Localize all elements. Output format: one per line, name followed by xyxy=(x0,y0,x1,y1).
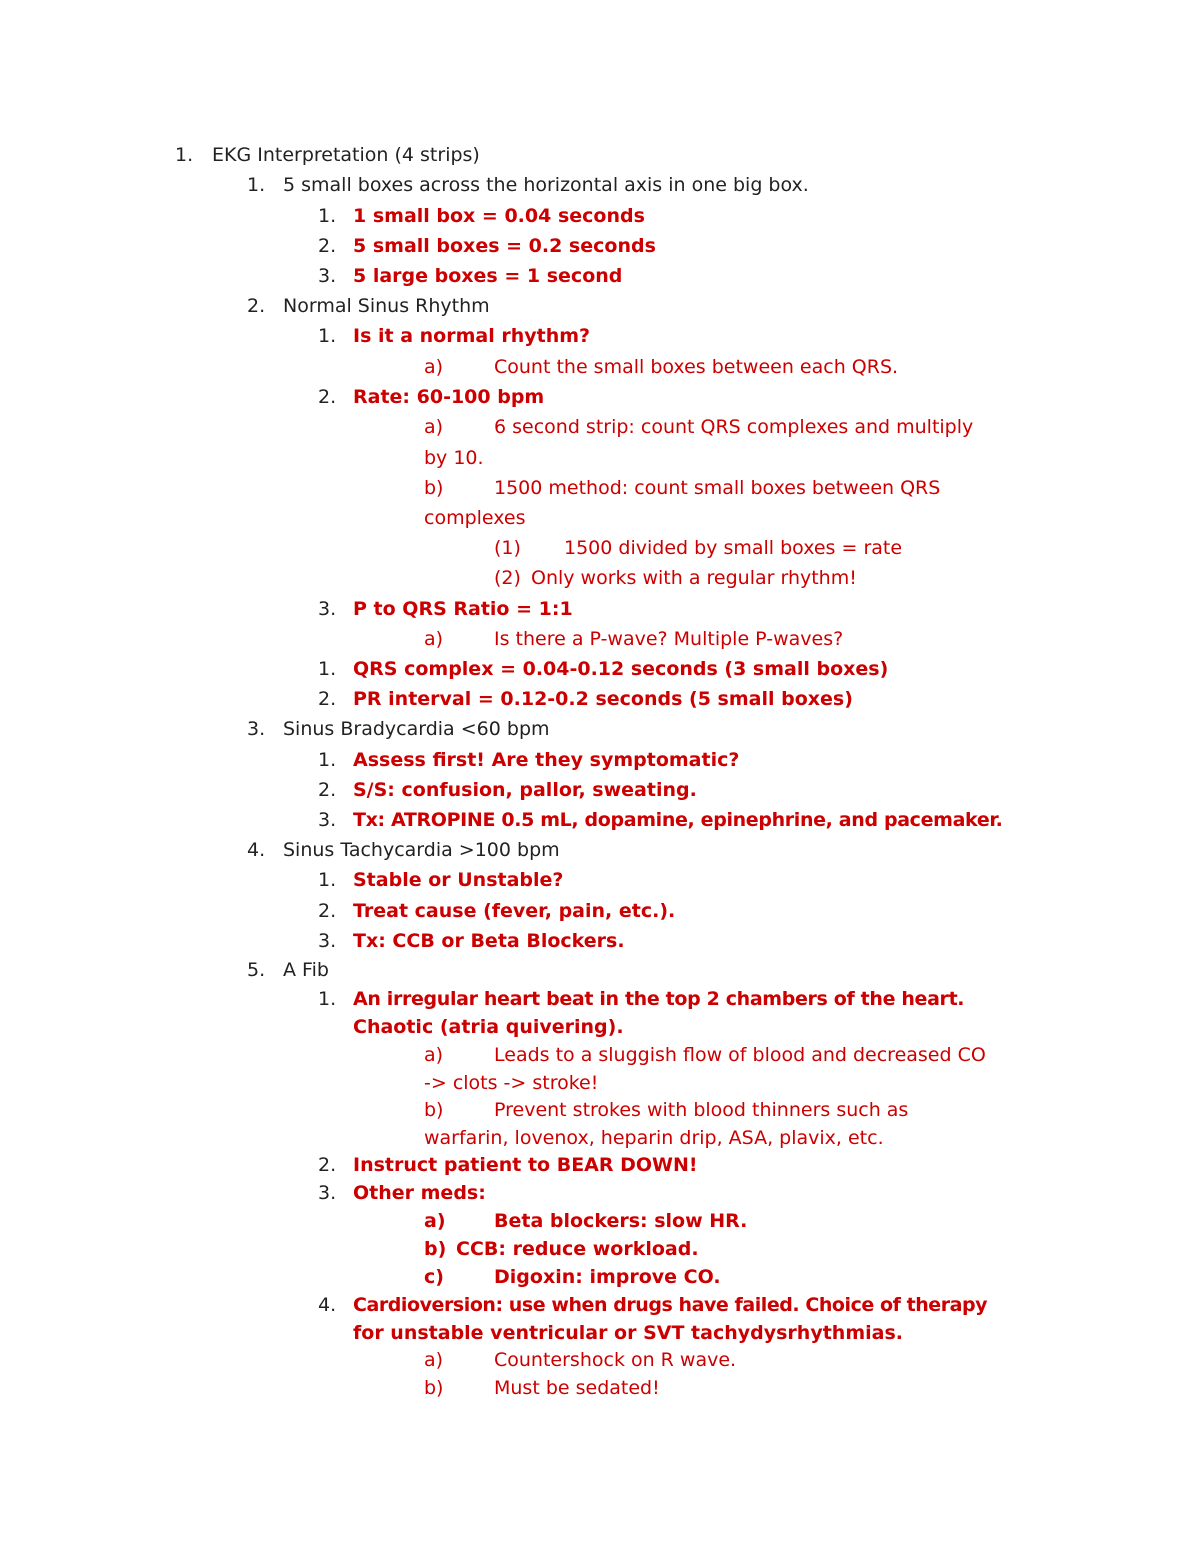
list-marker: a) xyxy=(424,1044,444,1066)
list-item-text: A Fib xyxy=(283,959,329,981)
list-item-text: Normal Sinus Rhythm xyxy=(283,295,490,317)
list-item-text: Other meds: xyxy=(353,1182,486,1204)
list-item-text: Cardioversion: use when drugs have failed. Choice of therapy xyxy=(353,1294,988,1316)
list-item-text: warfarin, lovenox, heparin drip, ASA, plavix, etc. xyxy=(424,1127,884,1149)
list-marker: b) xyxy=(424,1377,444,1399)
list-item-text: 6 second strip: count QRS complexes and multiply xyxy=(494,416,974,438)
list-item-text: CCB: reduce workload. xyxy=(456,1238,699,1260)
list-marker: a) xyxy=(424,356,444,378)
list-item-text: P to QRS Ratio = 1:1 xyxy=(353,598,573,620)
list-item-text: S/S: confusion, pallor, sweating. xyxy=(353,779,697,801)
list-item-text: by 10. xyxy=(424,447,484,469)
list-marker: a) xyxy=(424,416,444,438)
list-item-text: Chaotic (atria quivering). xyxy=(353,1016,624,1038)
list-marker: 2. xyxy=(318,900,337,922)
list-marker: 2. xyxy=(318,386,337,408)
list-marker: b) xyxy=(424,1099,444,1121)
list-item-text: Stable or Unstable? xyxy=(353,869,564,891)
list-item-text: 5 large boxes = 1 second xyxy=(353,265,623,287)
list-item-text: EKG Interpretation (4 strips) xyxy=(212,144,480,166)
list-item-text: Sinus Bradycardia <60 bpm xyxy=(283,718,550,740)
list-item-text: Tx: CCB or Beta Blockers. xyxy=(353,930,625,952)
list-item-text: Rate: 60-100 bpm xyxy=(353,386,545,408)
list-item-text: Must be sedated! xyxy=(494,1377,660,1399)
list-marker: 1. xyxy=(318,205,337,227)
list-item-text: 1500 method: count small boxes between QRS xyxy=(494,477,941,499)
list-marker: 2. xyxy=(318,1154,337,1176)
list-marker: c) xyxy=(424,1266,444,1288)
list-marker: 1. xyxy=(318,988,337,1010)
list-item-text: 1 small box = 0.04 seconds xyxy=(353,205,645,227)
list-marker: 3. xyxy=(318,809,337,831)
list-item-text: 5 small boxes across the horizontal axis in one big box. xyxy=(283,174,809,196)
list-marker: 3. xyxy=(318,265,337,287)
list-item-text: Is it a normal rhythm? xyxy=(353,325,591,347)
list-marker: 1. xyxy=(247,174,266,196)
list-marker: b) xyxy=(424,477,444,499)
list-item-text: Tx: ATROPINE 0.5 mL, dopamine, epinephrine, and pacemaker. xyxy=(353,809,1003,831)
list-item-text: An irregular heart beat in the top 2 chambers of the heart. xyxy=(353,988,965,1010)
list-item-text: QRS complex = 0.04-0.12 seconds (3 small boxes) xyxy=(353,658,889,680)
list-marker: (2) xyxy=(494,567,521,589)
list-item-text: Sinus Tachycardia >100 bpm xyxy=(283,839,560,861)
list-item-text: Instruct patient to BEAR DOWN! xyxy=(353,1154,698,1176)
list-item-text: Treat cause (fever, pain, etc.). xyxy=(353,900,676,922)
list-item-text: 5 small boxes = 0.2 seconds xyxy=(353,235,656,257)
list-item-text: Countershock on R wave. xyxy=(494,1349,737,1371)
list-marker: a) xyxy=(424,1210,446,1232)
list-item-text: Assess first! Are they symptomatic? xyxy=(353,749,740,771)
list-marker: 2. xyxy=(247,295,266,317)
list-item-text: for unstable ventricular or SVT tachydysrhythmias. xyxy=(353,1322,903,1344)
list-marker: b) xyxy=(424,1238,447,1260)
list-marker: a) xyxy=(424,628,444,650)
list-item-text: Count the small boxes between each QRS. xyxy=(494,356,899,378)
list-marker: 4. xyxy=(318,1294,337,1316)
list-item-text: -> clots -> stroke! xyxy=(424,1072,599,1094)
list-marker: 3. xyxy=(318,1182,337,1204)
list-item-text: Beta blockers: slow HR. xyxy=(494,1210,748,1232)
list-item-text: complexes xyxy=(424,507,526,529)
list-marker: 3. xyxy=(247,718,266,740)
list-item-text: PR interval = 0.12-0.2 seconds (5 small boxes) xyxy=(353,688,853,710)
list-item-text: 1500 divided by small boxes = rate xyxy=(564,537,903,559)
list-marker: 1. xyxy=(175,144,194,166)
list-item-text: Prevent strokes with blood thinners such as xyxy=(494,1099,909,1121)
list-item-text: Only works with a regular rhythm! xyxy=(531,567,857,589)
list-marker: 1. xyxy=(318,325,337,347)
list-item-text: Leads to a sluggish flow of blood and decreased CO xyxy=(494,1044,986,1066)
list-marker: 2. xyxy=(318,688,337,710)
list-marker: 3. xyxy=(318,598,337,620)
list-item-text: Digoxin: improve CO. xyxy=(494,1266,721,1288)
list-marker: (1) xyxy=(494,537,521,559)
list-marker: 2. xyxy=(318,235,337,257)
list-marker: 1. xyxy=(318,749,337,771)
list-marker: 3. xyxy=(318,930,337,952)
list-marker: 1. xyxy=(318,869,337,891)
list-marker: 1. xyxy=(318,658,337,680)
list-marker: 5. xyxy=(247,959,266,981)
list-item-text: Is there a P-wave? Multiple P-waves? xyxy=(494,628,844,650)
list-marker: 4. xyxy=(247,839,266,861)
list-marker: a) xyxy=(424,1349,444,1371)
list-marker: 2. xyxy=(318,779,337,801)
